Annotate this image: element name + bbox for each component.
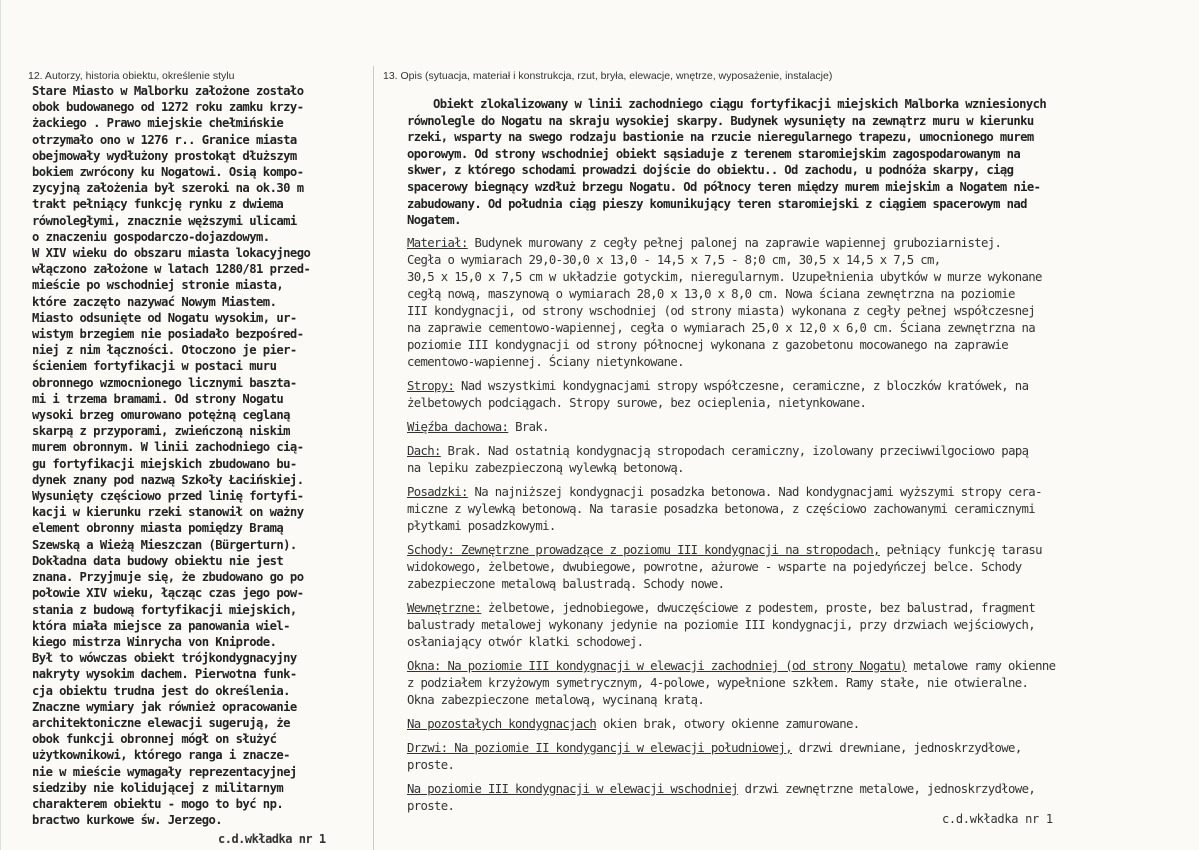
section-line [407,354,1177,371]
section-line [407,501,1177,518]
history-line: Dokładna data budowy obiektu nie jest [32,553,284,568]
history-line: Szewską a Wieżą Mieszczan (Bürgerturn). [32,537,297,552]
description-section [407,419,1177,436]
history-line: siedziby nie kolidującej z militarnym [32,780,284,795]
section-line [407,286,1177,303]
intro-line: Nogatem. [407,213,461,228]
description-section [407,716,1177,733]
history-line: zycyjną założenia był szeroki na ok.30 m [32,181,304,196]
history-line: wistym brzegiem nie posiadało bezpośred- [32,327,304,342]
section-line [407,617,1177,634]
history-line: o znaczeniu gospodarczo-dojazdowym. [32,229,270,244]
section-line [407,395,1177,412]
section-text: Na najniższej kondygnacji posadzka betonowa. Nad kondygnacjami wyższymi stropy cera- [467,485,1042,499]
history-line: mi i trzema bramami. Od strony Nogatu [32,391,284,406]
section-line [407,419,1177,436]
section-line [407,716,1177,733]
history-line: stania z budową fortyfikacji miejskich, [32,602,297,617]
history-line: równoległymi, znacznie węższymi ulicami [32,213,297,228]
section-text: z podziałem krzyżowym symetrycznym, 4-polowe, wypełnione szkłem. Ramy stałe, nie otwieralne. [407,676,1029,690]
history-line: trakt pełniący funkcję rynku z dwiema [32,197,284,212]
section-line [407,269,1177,286]
section-text: pełniący funkcję tarasu [879,543,1042,557]
history-line: obok funkcji obronnej mógł on służyć [32,732,277,747]
section-text: Nad wszystkimi kondygnacjami stropy współczesne, ceramiczne, z bloczków kratówek, na [454,379,1029,393]
description-section [407,740,1177,774]
section-label: Posadzki: [407,485,468,499]
section-line [407,692,1177,709]
section-line [407,235,1177,252]
section-text: żelbetowe, jednobiegowe, dwuczęściowe z podestem, proste, bez balustrad, fragment [481,601,1036,615]
history-line: która miała miejsce za panowania wiel- [32,618,290,633]
section-text: osłaniający otwór klatki schodowej. [407,635,644,649]
description-section [407,484,1177,535]
section-line [407,484,1177,501]
history-line: nie w mieście wymagały reprezentacyjnej [32,764,297,779]
section-label: Dach: [407,444,441,458]
section-text: okien brak, otwory okienne zamurowane. [596,717,860,731]
history-line: bractwo kurkowe św. Jerzego. [32,813,223,828]
description-section [407,378,1177,412]
continuation-note-left: c.d.wkładka nr 1 [218,832,326,846]
intro-line: rzeki, wsparty na swego rodzaju bastionie na rzucie nieregularnego trapezu, umocnionego murem [407,130,1034,145]
history-line: otrzymało ono w 1276 r.. Granice miasta [32,132,297,147]
intro-line: zabudowany. Od południa ciąg pieszy komunikujący teren staromiejski z ciągiem spacerowym nad [407,196,1027,211]
section-line [407,518,1177,535]
history-line: obronnego wzmocnionego licznymi baszta- [32,375,297,390]
history-line: Znaczne wymiary jak również opracowanie [32,699,297,714]
section-text: Cegła o wymiarach 29,0-30,0 x 13,0 - 14,5 x 7,5 - 8;0 cm, 30,5 x 14,5 x 7,5 cm, [407,253,941,267]
section-label: Wewnętrzne: [407,601,482,615]
section-text: żelbetowych podciągach. Stropy surowe, bez ocieplenia, nietynkowane. [407,396,867,410]
section-line [407,443,1177,460]
history-line: bokiem zwrócony ku Nogatowi. Osią kompo- [32,165,304,180]
history-line: kiego mistrza Winrycha von Kniprode. [32,634,277,649]
section-line [407,576,1177,593]
section-text: drzwi zewnętrzne metalowe, jednoskrzydłowe, [737,782,1036,796]
section-text: cementowo-wapiennej. Ściany nietynkowane. [407,355,684,369]
history-line: Miasto odsunięte od Nogatu wysokim, ur- [32,310,297,325]
section-text: widokowego, żelbetowe, dwubiegowe, powrotne, ażurowe - wsparte na pojedyńczej belce. Schody [407,560,1022,574]
history-line: element obronny miasta pomiędzy Bramą [32,521,284,536]
section-line [407,600,1177,617]
section-label: Materiał: [407,236,468,250]
section-line [407,378,1177,395]
intro-line: oporowym. Od strony wschodniej obiekt sąsiaduje z terenem staromiejskim zagospodarowanym na [407,146,1021,161]
section-12-header: 12. Autorzy, historia obiektu, określenie stylu [28,70,235,82]
history-line: obejmowały wydłużony prostokąt dłuższym [32,148,297,163]
section-line [407,460,1177,477]
section-text: drzwi drewniane, jednoskrzydłowe, [791,741,1022,755]
section-text: poziomie III kondygnacji od strony północnej wykonana z gazobetonu mocowanego na zaprawie [407,338,1009,352]
history-line: nakryty wysokim dachem. Pierwotna funk- [32,667,297,682]
section-line [407,675,1177,692]
section-line [407,781,1177,798]
description-intro [407,96,1167,229]
section-line [407,634,1177,651]
section-text: Budynek murowany z cegły pełnej palonej na zaprawie wapiennej gruboziarnistej. [467,236,1002,250]
history-line: Był to wówczas obiekt trójkondygnacyjny [32,651,297,666]
continuation-note-right: c.d.wkładka nr 1 [942,812,1053,826]
section-text: na lepiku zabezpieczoną wylewką betonową. [407,461,684,475]
description-sections [407,235,1177,822]
section-text: Brak. Nad ostatnią kondygnacją stropodach ceramiczny, izolowany przeciwwilgociowo papą [440,444,1029,458]
section-line [407,798,1177,815]
section-text: proste. [407,758,455,772]
history-line: gu fortyfikacji miejskich zbudowano bu- [32,456,297,471]
section-line [407,337,1177,354]
section-label: Okna: Na poziomie III kondygnacji w elewacji zachodniej (od strony Nogatu) [407,659,907,673]
section-label: Drzwi: Na poziomie II kondygancji w elewacji południowej, [407,741,792,755]
section-label: Na poziomie III kondygnacji w elewacji wschodniej [407,782,738,796]
history-line: Wysunięty częściowo przed linię fortyfi- [32,489,304,504]
section-text: III kondygnacji, od strony wschodniej (od strony miasta) wykonana z cegły pełnej współczesnej [407,304,1036,318]
history-line: mieście po wschodniej stronie miasta, [32,278,284,293]
section-label: Schody: Zewnętrzne prowadzące z poziomu III kondygnacji na stropodach, [407,543,880,557]
section-label: Na pozostałych kondygnacjach [407,717,597,731]
history-line: które zaczęto nazywać Nowym Miastem. [32,294,277,309]
section-text: cegłą nową, maszynową o wymiarach 28,0 x 13,0 x 8,0 cm. Nowa ściana zewnętrzna na poziomie [407,287,1015,301]
history-line: włączono założone w latach 1280/81 przed- [32,262,311,277]
description-section [407,781,1177,815]
history-line: charakterem obiektu - mogo to być np. [32,796,284,811]
section-label: Więźba dachowa: [407,420,509,434]
section-text: płytkami posadzkowymi. [407,519,556,533]
history-line: obok budowanego od 1272 roku zamku krzy- [32,100,304,115]
section-line [407,757,1177,774]
history-line: niej z nim łączności. Otoczono je pier- [32,343,297,358]
description-section [407,235,1177,371]
section-line [407,303,1177,320]
section-text: na zaprawie cementowo-wapiennej, cegła o wymiarach 25,0 x 12,0 x 6,0 cm. Ściana zewnętrzna na [407,321,1036,335]
history-line: wysoki brzeg omurowano potężną ceglaną [32,408,290,423]
description-section [407,443,1177,477]
history-line: architektoniczne elewacji sugerują, że [32,715,290,730]
section-text: proste. [407,799,455,813]
intro-line: równolegle do Nogatu na skraju wysokiej skarpy. Budynek wysunięty na zewnątrz muru w kierunku [407,113,1034,128]
section-text: metalowe ramy okienne [906,659,1056,673]
history-line: skarpą z przyporami, zwieńczoną niskim [32,424,290,439]
section-text: zabezpieczone metalową balustradą. Schody nowe. [407,577,725,591]
column-divider [373,66,374,850]
description-section [407,600,1177,651]
history-line: cja obiektu trudna jest do określenia. [32,683,290,698]
history-line: połowie XIV wieku, łącząc czas jego pow- [32,586,304,601]
history-line: dynek znany pod nazwą Szkoły Łacińskiej. [32,472,304,487]
section-line [407,320,1177,337]
history-line: Stare Miasto w Malborku założone zostało [32,84,304,98]
section-line [407,658,1177,675]
history-line: kacji w kierunku rzeki stanowił on ważny [32,505,304,520]
description-section [407,658,1177,709]
history-line: znana. Przyjmuje się, że zbudowano go po [32,570,304,585]
section-text: Brak. [508,420,549,434]
history-line: żackiego . Prawo miejskie chełmińskie [32,116,284,131]
section-label: Stropy: [407,379,455,393]
section-text: balustrady metalowej wykonany jedynie na poziomie III kondygnacji, przy drzwiach wejściowych, [407,618,1036,632]
description-section [407,542,1177,593]
history-line: użytkownikowi, którego ranga i znacze- [32,748,290,763]
intro-line: skwer, z którego schodami prowadzi dojście do obiektu.. Od zachodu, u podnóża skarpy, ciąg [407,163,1014,178]
history-line: W XIV wieku do obszaru miasta lokacyjnego [32,246,311,261]
section-line [407,559,1177,576]
section-line [407,542,1177,559]
section-text: Okna zabezpieczone metalową, wycinaną kratą. [407,693,705,707]
intro-line: spacerowy biegnący wzdłuż brzegu Nogatu. Od północy teren między murem miejskim a Nogatem nie- [407,179,1041,194]
section-line [407,252,1177,269]
history-line: ścieniem fortyfikacji w postaci muru [32,359,277,374]
section-13-header: 13. Opis (sytuacja, materiał i konstrukcja, rzut, bryła, elewacje, wnętrze, wyposażenie, instalacje) [383,70,833,82]
history-text [32,83,367,828]
history-line: murem obronnym. W linii zachodniego cią- [32,440,304,455]
section-line [407,740,1177,757]
intro-line: Obiekt zlokalizowany w linii zachodniego ciągu fortyfikacji miejskich Malborka wzniesionych [433,97,1047,111]
section-text: miczne z wylewką betonową. Na tarasie posadzka betonowa, z częściowo zachowanymi ceramicznymi [407,502,1036,516]
section-text: 30,5 x 15,0 x 7,5 cm w układzie gotyckim, nieregularnym. Uzupełnienia ubytków w murze wykonane [407,270,1042,284]
